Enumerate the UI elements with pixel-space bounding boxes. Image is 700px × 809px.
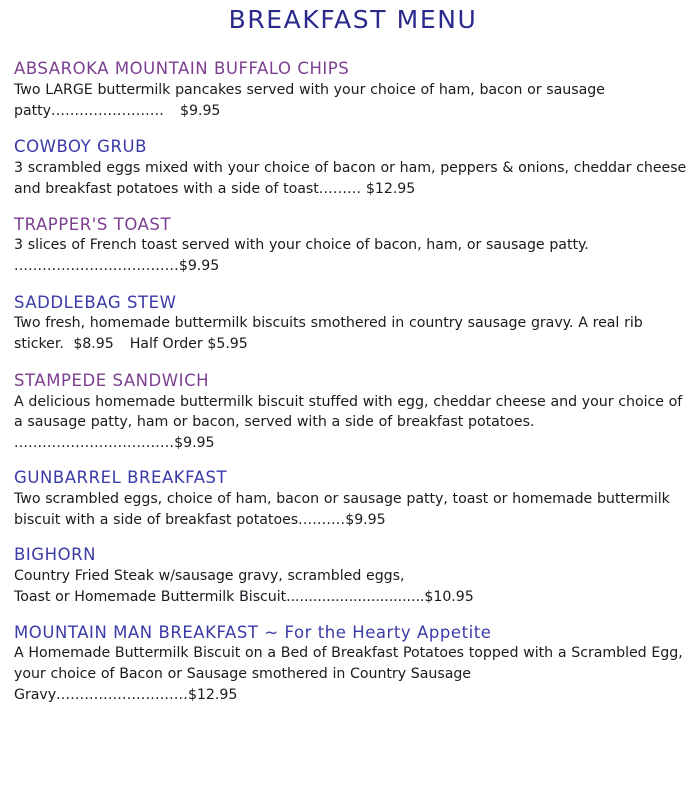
menu-item [14, 215, 692, 277]
menu-item-description-text: A delicious homemade buttermilk biscuit stuffed with egg, cheddar cheese and your choice of a sausage patty, ham or bacon, served with a side of breakfast potatoes. [14, 393, 683, 431]
menu-item-name: BIGHORN [14, 545, 97, 565]
menu-item-price: $8.95 [73, 336, 114, 353]
menu-item-name: STAMPEDE SANDWICH [14, 371, 210, 391]
menu-item-description-line-2: Toast or Homemade Buttermilk Biscuit...............................$10.95 [14, 588, 474, 605]
menu-item-leader-dots: .................................. [14, 435, 175, 452]
menu-item-description [14, 158, 692, 200]
menu-item-description-text: A Homemade Buttermilk Biscuit on a Bed of Breakfast Potatoes topped with a Scrambled Egg, your choice of Bacon or Sausage smothered in Country Sausage Gravy [14, 645, 683, 703]
menu-item-leader-dots: ................................... [14, 258, 179, 275]
menu-item-extra-price: $5.95 [207, 336, 248, 353]
menu-item-price: $12.95 [365, 180, 416, 197]
menu-item-leader-dots: ............................ [56, 686, 188, 703]
menu-item-description-text: 3 slices of French toast served with your choice of bacon, ham, or sausage patty. [14, 237, 589, 254]
menu-item-name: TRAPPER'S TOAST [14, 214, 172, 234]
menu-item-name: ABSAROKA MOUNTAIN BUFFALO CHIPS [14, 59, 350, 79]
menu-item-name: SADDLEBAG STEW [14, 292, 177, 312]
menu-item-description-text: 3 scrambled eggs mixed with your choice of bacon or ham, peppers & onions, cheddar cheese and breakfast potatoes with a side of toast [14, 159, 687, 197]
menu-item-price: $12.95 [187, 686, 238, 703]
menu-item-description [14, 643, 692, 706]
menu-item [14, 371, 692, 454]
menu-item-description [14, 392, 692, 455]
menu-item [14, 545, 692, 607]
menu-item-description [14, 313, 692, 355]
menu-item-leader-dots: ........................ [50, 102, 165, 119]
menu-item-extra-label: Half Order [129, 336, 203, 353]
menu-item [14, 137, 692, 199]
menu-item [14, 293, 692, 355]
menu-item-price: $9.95 [345, 511, 386, 528]
menu-item-price: $9.95 [178, 258, 220, 275]
menu-item-name: COWBOY GRUB [14, 137, 147, 157]
menu-item-price: $9.95 [180, 102, 221, 119]
menu-item-leader-dots: .......... [298, 511, 346, 528]
menu-item-description-line-1: Country Fried Steak w/sausage gravy, scrambled eggs, [14, 567, 405, 584]
menu-item-leader-dots: ......... [318, 180, 362, 197]
menu-item-description [14, 489, 692, 531]
menu-item-price: $9.95 [174, 435, 215, 452]
menu-item-description-text: Two scrambled eggs, choice of ham, bacon or sausage patty, toast or homemade buttermilk biscuit with a side of breakfast potatoes [14, 490, 670, 528]
menu-item-list [14, 59, 692, 706]
menu-item-name: GUNBARREL BREAKFAST [14, 468, 228, 488]
menu-item-description-text: Two fresh, homemade buttermilk biscuits smothered in country sausage gravy. A real rib sticker. [14, 315, 643, 353]
menu-item-name: MOUNTAIN MAN BREAKFAST ~ For the Hearty Appetite [14, 622, 492, 642]
menu-item-description [14, 566, 692, 608]
menu-item [14, 623, 692, 706]
menu-item [14, 468, 692, 530]
menu-item [14, 59, 692, 121]
menu-item-description-text: Two LARGE buttermilk pancakes served with your choice of ham, bacon or sausage patty [14, 81, 605, 119]
page-title: BREAKFAST MENU [228, 5, 478, 34]
breakfast-menu-page [0, 3, 700, 809]
menu-item-description [14, 235, 692, 277]
menu-item-description [14, 80, 692, 122]
